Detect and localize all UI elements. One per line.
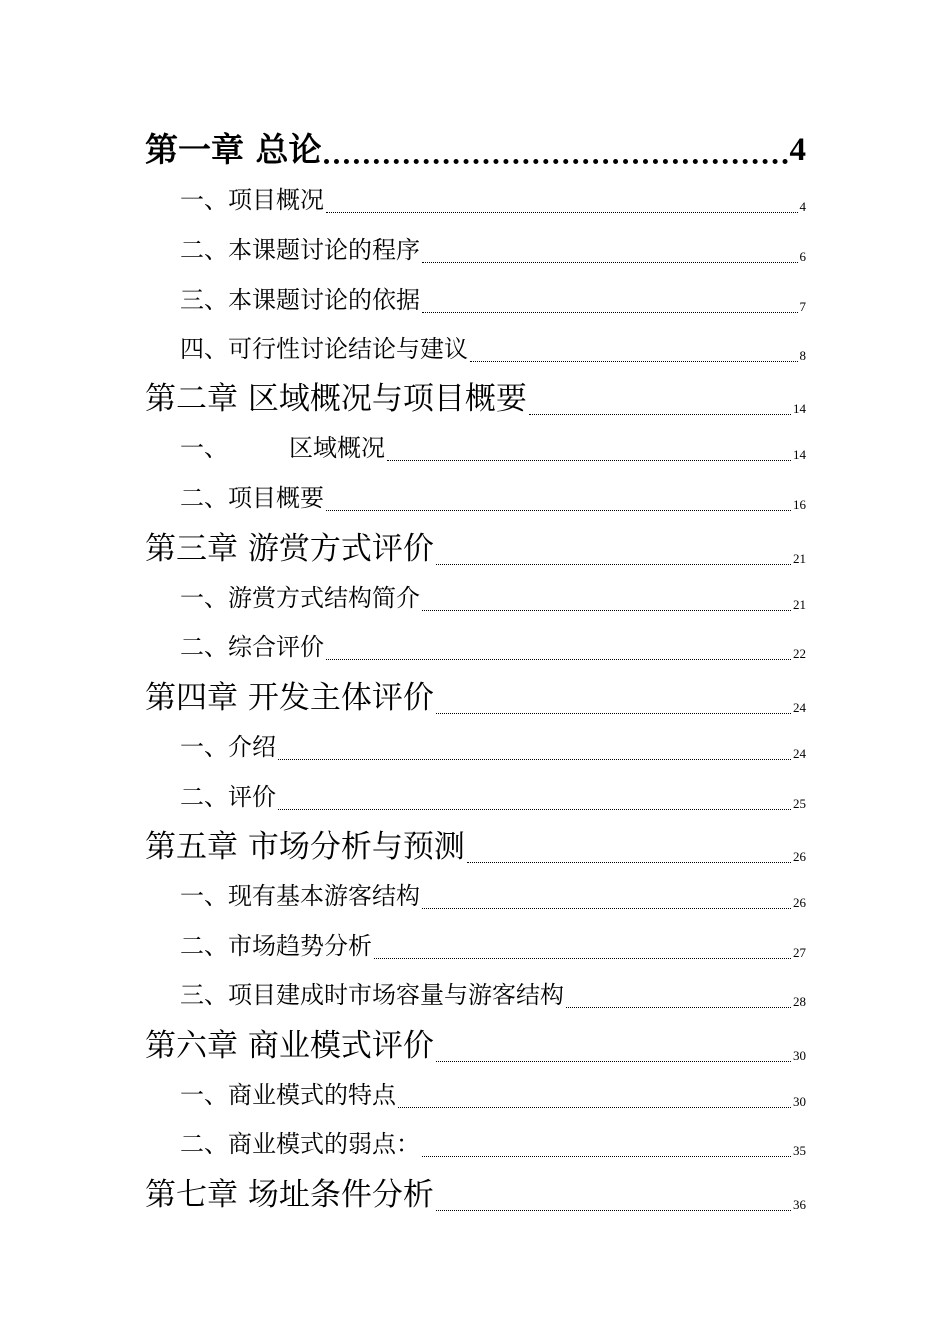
toc-section-title: 二、本课题讨论的程序 xyxy=(180,236,420,264)
toc-chapter-title: 第七章 场址条件分析 xyxy=(145,1177,434,1213)
toc-section-title: 一、商业模式的特点 xyxy=(180,1081,396,1109)
toc-chapter-title: 第三章 游赏方式评价 xyxy=(145,531,434,567)
dot-leader xyxy=(324,159,788,164)
dot-leader xyxy=(278,759,791,760)
toc-chapter-6[interactable] xyxy=(145,1026,806,1066)
toc-section-6-2[interactable] xyxy=(180,1127,806,1161)
toc-page-number: 26 xyxy=(793,895,806,910)
toc-page-number: 21 xyxy=(793,597,806,612)
toc-chapter-1[interactable] xyxy=(145,130,806,170)
toc-chapter-7[interactable] xyxy=(145,1175,806,1215)
toc-page-number: 30 xyxy=(793,1048,806,1063)
toc-page-number: 26 xyxy=(793,849,806,864)
toc-chapter-title: 第一章 总论 xyxy=(145,130,322,169)
toc-page-number: 21 xyxy=(793,551,806,566)
toc-page-number: 7 xyxy=(799,299,806,314)
dot-leader xyxy=(436,1061,791,1062)
toc-page-number: 8 xyxy=(799,348,806,363)
toc-section-1-3[interactable] xyxy=(180,283,806,317)
dot-leader xyxy=(398,1107,791,1108)
toc-section-3-2[interactable] xyxy=(180,630,806,664)
toc-section-title: 三、项目建成时市场容量与游客结构 xyxy=(180,981,564,1009)
toc-page-number: 25 xyxy=(793,796,806,811)
dot-leader xyxy=(326,212,798,213)
toc-chapter-title: 第六章 商业模式评价 xyxy=(145,1028,434,1064)
toc-section-1-2[interactable] xyxy=(180,233,806,267)
dot-leader xyxy=(436,1210,791,1211)
toc-page-number: 6 xyxy=(799,249,806,264)
toc-section-title: 一、项目概况 xyxy=(180,186,324,214)
toc-page-number: 24 xyxy=(793,700,806,715)
toc-section-title: 二、商业模式的弱点： xyxy=(180,1130,420,1158)
toc-page-number: 16 xyxy=(793,497,806,512)
toc-section-title: 一、介绍 xyxy=(180,733,276,761)
toc-section-title: 四、可行性讨论结论与建议 xyxy=(180,335,468,363)
dot-leader xyxy=(278,809,791,810)
toc-section-title: 一、 区域概况 xyxy=(180,434,386,462)
toc-section-1-4[interactable] xyxy=(180,332,806,366)
toc-chapter-4[interactable] xyxy=(145,678,806,718)
dot-leader xyxy=(566,1007,791,1008)
toc-page-number: 30 xyxy=(793,1094,806,1109)
toc-section-4-2[interactable] xyxy=(180,780,806,814)
toc-section-1-1[interactable] xyxy=(180,183,806,217)
toc-section-3-1[interactable] xyxy=(180,581,806,615)
dot-leader xyxy=(326,659,791,660)
toc-section-5-3[interactable] xyxy=(180,978,806,1012)
toc-chapter-2[interactable] xyxy=(145,379,806,419)
toc-section-6-1[interactable] xyxy=(180,1078,806,1112)
toc-page-number: 14 xyxy=(793,447,806,462)
toc-section-title: 二、市场趋势分析 xyxy=(180,932,372,960)
toc-section-2-2[interactable] xyxy=(180,481,806,515)
toc-page-number: 24 xyxy=(793,746,806,761)
toc-section-title: 一、现有基本游客结构 xyxy=(180,882,420,910)
dot-leader xyxy=(436,713,791,714)
toc-section-5-1[interactable] xyxy=(180,879,806,913)
toc-chapter-title: 第五章 市场分析与预测 xyxy=(145,829,465,865)
toc-chapter-3[interactable] xyxy=(145,529,806,569)
dot-leader xyxy=(529,414,791,415)
dot-leader xyxy=(422,610,791,611)
toc-section-2-1[interactable] xyxy=(180,431,806,465)
toc-chapter-title: 第二章 区域概况与项目概要 xyxy=(145,381,527,417)
toc-page-number: 35 xyxy=(793,1143,806,1158)
toc-page-number: 22 xyxy=(793,646,806,661)
toc-chapter-title: 第四章 开发主体评价 xyxy=(145,680,434,716)
toc-page-number: 14 xyxy=(793,401,806,416)
dot-leader xyxy=(422,312,798,313)
dot-leader xyxy=(387,460,791,461)
dot-leader xyxy=(436,564,791,565)
toc-page-number: 4 xyxy=(789,132,806,168)
toc-section-title: 二、评价 xyxy=(180,783,276,811)
toc-page-number: 36 xyxy=(793,1197,806,1212)
dot-leader xyxy=(467,862,791,863)
toc-chapter-5[interactable] xyxy=(145,827,806,867)
toc-section-title: 三、本课题讨论的依据 xyxy=(180,286,420,314)
toc-page-number: 27 xyxy=(793,945,806,960)
dot-leader xyxy=(422,908,791,909)
toc-page-number: 28 xyxy=(793,994,806,1009)
toc-section-5-2[interactable] xyxy=(180,929,806,963)
toc-section-title: 二、综合评价 xyxy=(180,633,324,661)
toc-section-4-1[interactable] xyxy=(180,730,806,764)
toc-section-title: 二、项目概要 xyxy=(180,484,324,512)
dot-leader xyxy=(422,1156,791,1157)
dot-leader xyxy=(470,361,798,362)
toc-page-number: 4 xyxy=(799,199,806,214)
dot-leader xyxy=(422,262,798,263)
toc-section-title: 一、游赏方式结构简介 xyxy=(180,584,420,612)
dot-leader xyxy=(326,510,791,511)
dot-leader xyxy=(374,958,791,959)
